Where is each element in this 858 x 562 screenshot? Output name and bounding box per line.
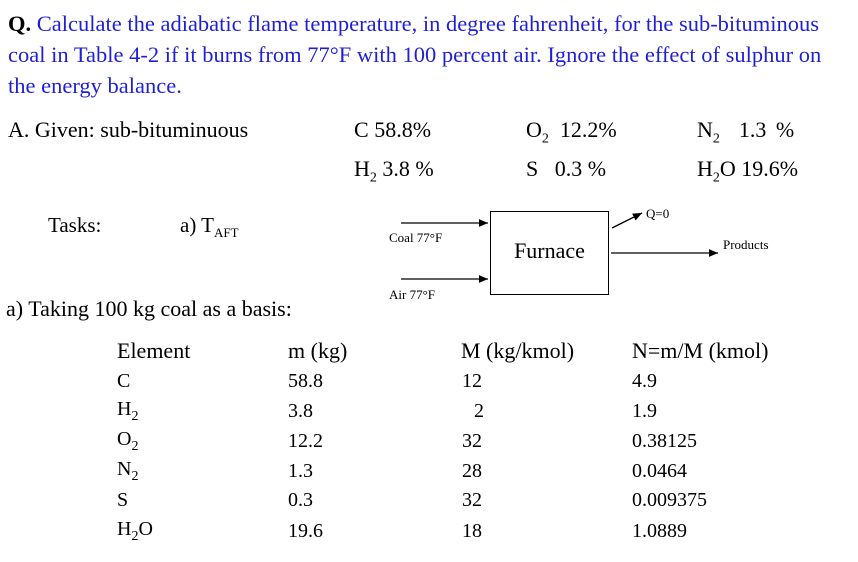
tasks-label: Tasks: — [48, 213, 102, 237]
basis-statement: a) Taking 100 kg coal as a basis: — [6, 296, 292, 321]
row-mass: 12.2 — [288, 430, 323, 452]
row-element: S — [117, 489, 129, 511]
row-element: $H_2O$ — [117, 518, 153, 544]
row-molar-mass: 32 — [462, 489, 482, 511]
row-mass: 19.6 — [288, 520, 323, 542]
row-mass: 0.3 — [288, 489, 313, 511]
given-component-h2o: $H_2O$ 19.6% — [697, 156, 799, 186]
furnace-label: Furnace — [514, 238, 585, 263]
header-element: Element — [117, 338, 191, 363]
question-body: Calculate the adiabatic flame temperature, in degree fahrenheit, for the sub-bituminous coal in Table 4-2 if it burns from 77°F with 100 percent air. Ignore the effect of sulphur on the energy balance. — [8, 11, 822, 98]
heat-label: Q=0 — [646, 206, 670, 221]
given-label: A. Given: sub-bituminuous — [8, 117, 249, 142]
row-molar-mass: 28 — [462, 460, 482, 482]
header-mass: m (kg) — [288, 338, 348, 363]
row-element: C — [117, 370, 131, 392]
row-moles: 4.9 — [632, 370, 657, 392]
given-component-s: S 0.3 % — [526, 156, 607, 181]
given-component-c: C 58.8% — [354, 117, 432, 142]
products-label: Products — [723, 237, 769, 252]
row-molar-mass: 2 — [474, 400, 484, 422]
row-element: $H_2$ — [117, 398, 139, 424]
task-a: a) $T_{AFT}$ — [180, 213, 239, 241]
row-element: $N_2$ — [117, 458, 139, 484]
given-component-n2: $N_2$ 1.3 % — [697, 117, 795, 147]
row-moles: 1.9 — [632, 400, 657, 422]
row-molar-mass: 18 — [462, 520, 482, 542]
row-element: $O_2$ — [117, 428, 139, 454]
header-moles: N=m/M (kmol) — [632, 338, 769, 363]
row-mass: 1.3 — [288, 460, 313, 482]
header-molar-mass: M (kg/kmol) — [461, 338, 575, 363]
heat-arrow — [612, 213, 642, 228]
row-mass: 58.8 — [288, 370, 323, 392]
coal-label: Coal 77°F — [389, 230, 443, 245]
row-molar-mass: 12 — [462, 370, 482, 392]
row-moles: 0.38125 — [632, 430, 697, 452]
question-marker: Q. — [8, 11, 32, 36]
row-mass: 3.8 — [288, 400, 313, 422]
given-component-o2: $O_2$ 12.2% — [526, 117, 617, 147]
air-label: Air 77°F — [389, 287, 436, 302]
row-moles: 1.0889 — [632, 520, 687, 542]
row-molar-mass: 32 — [462, 430, 482, 452]
given-component-h2: $H_2$ 3.8 % — [354, 156, 434, 186]
row-moles: 0.0464 — [632, 460, 687, 482]
row-moles: 0.009375 — [632, 489, 707, 511]
